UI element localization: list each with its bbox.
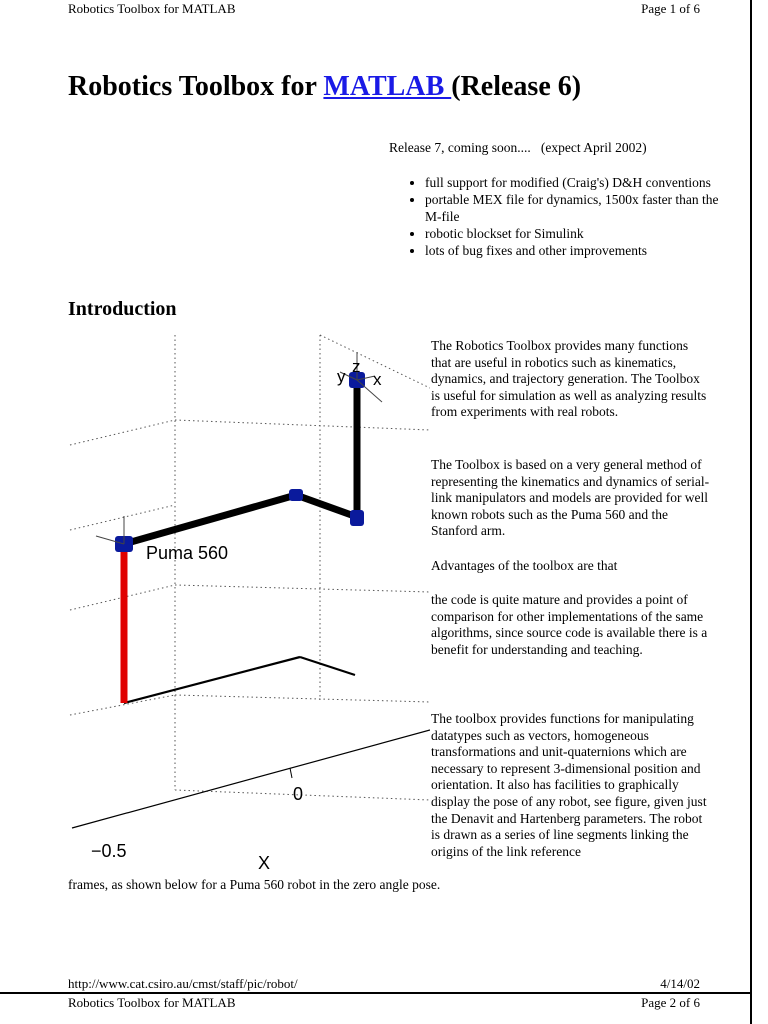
intro-paragraph: The Toolbox is based on a very general method of representing the kinematics and dynamics of serial-link manipulators and models are provided for well known robots such as the Puma 560 and the Stanford arm. [431,457,710,539]
title-prefix: Robotics Toolbox for [68,71,324,102]
page-title [68,68,581,106]
next-header-page-number: Page 2 of 6 [641,995,700,1010]
next-page-header [68,994,700,1012]
elbow-joint [289,489,303,501]
feature-item: • lots of bug fixes and other improvements [425,242,725,259]
title-suffix: (Release 6) [451,71,582,102]
frame-label-z: z [352,357,361,376]
forearm-link [296,495,357,517]
frame-label-x: x [373,370,382,389]
release-note: Release 7, coming soon.... (expect April 2002) [389,140,647,155]
tick-label-neg: −0.5 [91,841,127,861]
grid-line [175,420,430,430]
grid-line [175,585,430,592]
intro-paragraph: the code is quite mature and provides a point of comparison for other implementations of the same algorithms, since source code is available there is a benefit for understanding and teaching. [431,592,708,657]
intro-paragraph: The Robotics Toolbox provides many functions that are useful in robotics such as kinematics, dynamics, and trajectory generation. The Toolbox is useful for simulation as well as analyzing results from experiments with real robots. [431,338,707,420]
intro-paragraph: frames, as shown below for a Puma 560 robot in the zero angle pose. [68,877,441,892]
footer-date: 4/14/02 [660,976,700,991]
footer-url[interactable]: http://www.cat.csiro.au/cmst/staff/pic/robot/ [68,976,298,991]
intro-paragraph: The toolbox provides functions for manipulating datatypes such as vectors, homogeneous transformations and unit-quaternions which are necessary to represent 3-dimensional position and orientation. It also has facilities to graphically display the pose of any robot, see figure, given just the Denavit and Hartenberg parameters. The robot is drawn as a series of line segments linking the origins of the link reference [431,711,707,859]
feature-item: • portable MEX file for dynamics, 1500x faster than the M-file [425,191,725,225]
tick-label-zero: 0 [293,784,304,804]
tick-zero-mark [290,768,292,778]
page-footer [68,975,700,993]
feature-list [388,174,725,259]
page-header [68,0,700,18]
matlab-link[interactable]: MATLAB [323,71,452,102]
feature-item: • robotic blockset for Simulink [425,225,725,242]
frame-label-y: y [337,367,346,386]
header-page-number: Page 1 of 6 [641,1,700,16]
wrist-joint [350,510,364,526]
joint-markers [115,372,365,552]
x-axis-label: X [258,853,271,870]
feature-item: • full support for modified (Craig's) D&H conventions [425,174,725,191]
introduction-heading: Introduction [68,298,177,320]
header-title: Robotics Toolbox for MATLAB [68,1,236,16]
next-header-title: Robotics Toolbox for MATLAB [68,995,236,1010]
intro-paragraph: Advantages of the toolbox are that [431,558,618,573]
grid-line [70,420,175,445]
grid-line [175,695,430,702]
ground-line [300,657,355,675]
upper-arm-link [124,495,296,544]
grid-line [70,505,175,530]
robot-label: Puma 560 [146,543,229,563]
puma-robot-figure [0,330,430,870]
x-axis-line [72,730,430,828]
